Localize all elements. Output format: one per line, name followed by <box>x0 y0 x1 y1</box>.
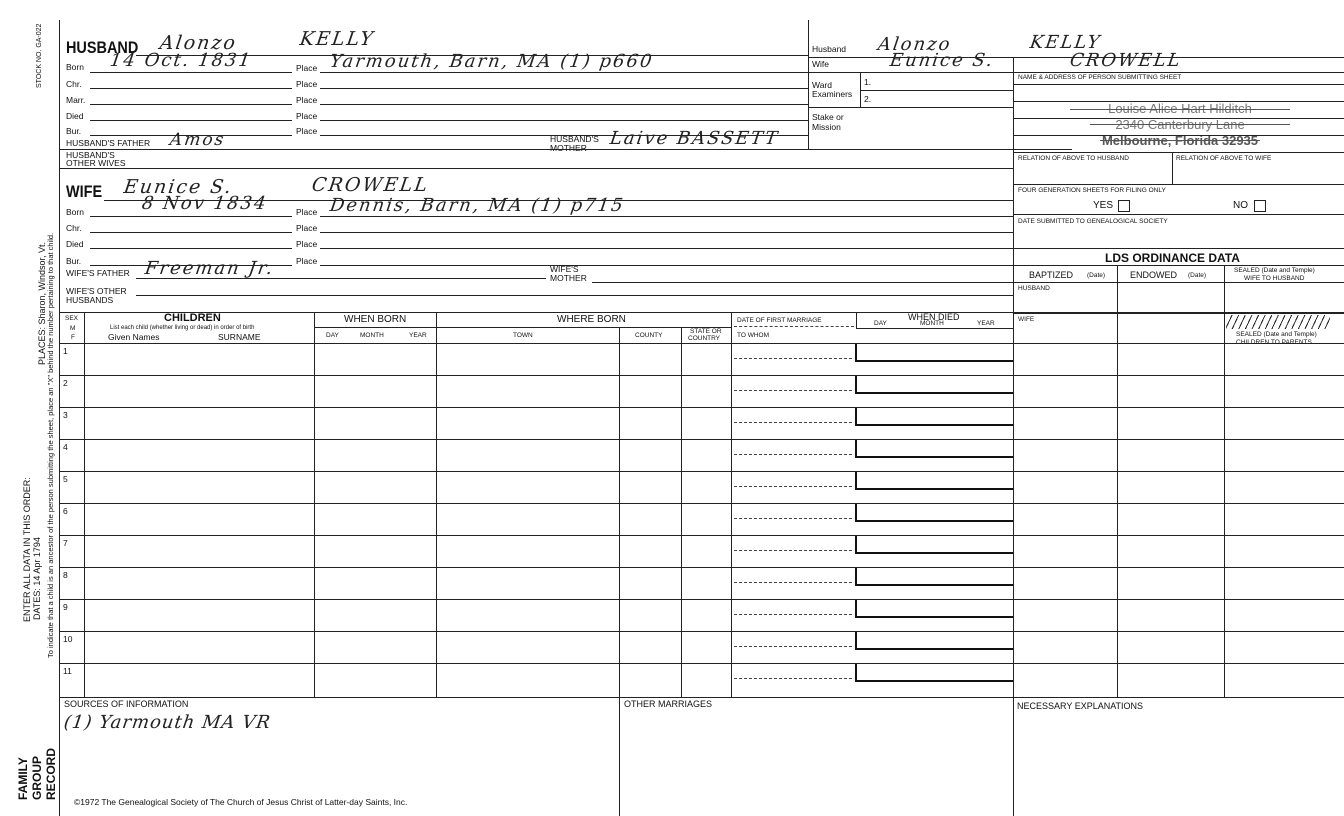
ward-label: Ward <box>812 80 832 90</box>
ward-husband-given[interactable]: Alonzo <box>876 34 953 55</box>
husband-mother[interactable]: Laive BASSETT <box>608 128 781 149</box>
marriage-dash <box>734 486 852 487</box>
ward-wife-given[interactable]: Eunice S. <box>888 50 996 71</box>
lds-baptized-date: (Date) <box>1087 272 1106 279</box>
died-bracket <box>855 664 857 680</box>
born-year-label: YEAR <box>409 332 427 339</box>
where-born-label: WHERE BORN <box>557 314 626 325</box>
rule <box>60 312 1344 313</box>
enter-order-note: ENTER ALL DATA IN THIS ORDER: <box>22 477 32 622</box>
date-submitted-label: DATE SUBMITTED TO GENEALOGICAL SOCIETY <box>1018 218 1168 225</box>
husband-father-label: HUSBAND'S FATHER <box>66 138 151 148</box>
children-title: CHILDREN <box>164 312 221 324</box>
child-row-number: 1 <box>63 346 68 356</box>
marriage-dash <box>734 454 852 455</box>
dates-example: DATES: 14 Apr 1794 <box>32 537 42 620</box>
rule <box>1013 214 1344 215</box>
husband-born-place[interactable]: Yarmouth, Barn, MA (1) p660 <box>328 51 655 72</box>
wife-born-place-label: Place <box>296 207 318 217</box>
wife-mother-label-1: WIFE'S <box>550 264 579 274</box>
husband-born-place-label: Place <box>296 63 318 73</box>
lds-baptized: BAPTIZED <box>1029 270 1074 280</box>
rule <box>860 90 1013 91</box>
died-line <box>855 552 1013 554</box>
child-row-number: 2 <box>63 378 68 388</box>
husband-marr-label: Marr. <box>66 95 86 105</box>
rule <box>1013 84 1344 85</box>
state-label-2: COUNTRY <box>688 335 721 342</box>
rule <box>1013 184 1344 185</box>
died-line <box>855 680 1013 682</box>
rule <box>90 248 292 249</box>
rule <box>320 104 808 105</box>
died-bracket <box>855 536 857 552</box>
died-bracket <box>855 376 857 392</box>
marriage-dash <box>734 582 852 583</box>
strike <box>1090 124 1290 125</box>
strike <box>1100 140 1260 141</box>
rule <box>856 312 857 328</box>
died-bracket <box>855 472 857 488</box>
yes-checkbox[interactable] <box>1118 200 1130 212</box>
ancestor-instruction: To indicate that a child is an ancestor of the person submitting the sheet, place an "X" behind the number pertaining to that child. <box>46 232 55 658</box>
died-line <box>855 360 1013 362</box>
wife-born-label: Born <box>66 207 84 217</box>
when-born-label: WHEN BORN <box>344 314 407 325</box>
rule <box>1013 135 1344 136</box>
lds-sealed-children-2: CHILDREN TO PARENTS <box>1236 339 1312 346</box>
ward-husband-surname[interactable]: KELLY <box>1028 32 1103 53</box>
lds-husband-label: HUSBAND <box>1018 285 1050 292</box>
wife-mother-label-2: MOTHER <box>550 273 587 283</box>
rule <box>90 120 292 121</box>
rule <box>808 107 1013 108</box>
children-instruction: List each child (whether living or dead) in order of birth <box>110 325 255 331</box>
child-row[interactable] <box>85 536 1013 566</box>
wife-bur-place-label: Place <box>296 256 318 266</box>
husband-other-wives-1: HUSBAND'S <box>66 150 115 160</box>
wife-died-label: Died <box>66 239 84 249</box>
lds-sealed-1: SEALED (Date and Temple) <box>1234 267 1315 274</box>
died-bracket <box>855 344 857 360</box>
submitter-name: Louise Alice Hart Hilditch <box>1108 101 1252 116</box>
wife-born-place[interactable]: Dennis, Barn, MA (1) p715 <box>328 195 627 216</box>
died-bracket <box>855 440 857 456</box>
rule <box>320 248 1013 249</box>
husband-born-date[interactable]: 14 Oct. 1831 <box>108 50 254 71</box>
child-row[interactable] <box>85 472 1013 502</box>
source-entry[interactable]: (1) Yarmouth MA VR <box>62 712 273 733</box>
husband-mother-label-2: MOTHER <box>550 143 587 153</box>
marriage-dash <box>734 646 852 647</box>
rule <box>320 72 808 73</box>
rule <box>1013 282 1344 283</box>
child-row-number: 10 <box>63 634 73 644</box>
rule <box>60 697 1344 698</box>
child-row[interactable] <box>85 600 1013 630</box>
submitter-label: NAME & ADDRESS OF PERSON SUBMITTING SHEET <box>1018 74 1182 81</box>
necessary-explanations-label: NECESSARY EXPLANATIONS <box>1017 701 1144 711</box>
submitter-city: Melbourne, Florida 32935 <box>1101 133 1259 148</box>
four-gen-label: FOUR GENERATION SHEETS FOR FILING ONLY <box>1018 187 1166 194</box>
child-row-number: 6 <box>63 506 68 516</box>
husband-chr-label: Chr. <box>66 79 82 89</box>
stake-label: Stake or <box>812 112 844 122</box>
died-month-label: MONTH <box>920 320 944 327</box>
husband-chr-place-label: Place <box>296 79 318 89</box>
died-line <box>855 424 1013 426</box>
died-bracket <box>855 568 857 584</box>
examiner-1: 1. <box>864 77 872 87</box>
to-whom-label: TO WHOM <box>737 332 770 339</box>
rule <box>808 72 1344 73</box>
lds-sealed-2: WIFE TO HUSBAND <box>1244 275 1305 282</box>
rule <box>1013 152 1344 153</box>
strike <box>1070 109 1290 110</box>
died-line <box>855 584 1013 586</box>
rule <box>320 265 1013 266</box>
sources-label: SOURCES OF INFORMATION <box>64 699 189 709</box>
rule <box>856 328 1013 329</box>
wife-given-name[interactable]: Eunice S. <box>122 176 235 198</box>
rule <box>808 20 809 149</box>
marriage-dash <box>734 678 852 679</box>
husband-surname[interactable]: KELLY <box>298 28 377 50</box>
ward-husband-label: Husband <box>812 44 847 54</box>
rule <box>90 88 292 89</box>
husband-bur-place-label: Place <box>296 126 318 136</box>
child-row[interactable] <box>85 344 1013 374</box>
county-label: COUNTY <box>635 332 663 339</box>
died-day-label: DAY <box>874 320 887 327</box>
marriage-dash <box>734 422 852 423</box>
child-row-number: 7 <box>63 538 68 548</box>
lds-wife-label: WIFE <box>1018 316 1035 323</box>
child-row-number: 4 <box>63 442 68 452</box>
rule <box>1224 265 1225 697</box>
sex-f: F <box>71 334 75 341</box>
mission-label: Mission <box>812 122 841 132</box>
form-title-record: RECORD <box>44 747 58 800</box>
wife-born-date[interactable]: 8 Nov 1834 <box>140 193 269 214</box>
ward-wife-label: Wife <box>812 59 829 69</box>
died-bracket <box>855 632 857 648</box>
rule <box>320 232 1013 233</box>
wife-father-label: WIFE'S FATHER <box>66 268 130 278</box>
rule <box>90 216 292 217</box>
given-names-label: Given Names <box>108 332 160 342</box>
sex-m: M <box>70 325 76 332</box>
died-line <box>855 392 1013 394</box>
stock-number: STOCK NO. GA-022 <box>36 23 43 88</box>
husband-marr-place-label: Place <box>296 95 318 105</box>
rule <box>1013 101 1344 102</box>
rule <box>1013 248 1344 249</box>
rule <box>60 149 1072 150</box>
husband-other-wives-2: OTHER WIVES <box>66 158 126 168</box>
relation-husband-label: RELATION OF ABOVE TO HUSBAND <box>1018 155 1129 162</box>
copyright: ©1972 The Genealogical Society of The Church of Jesus Christ of Latter-day Saints, Inc. <box>74 797 408 807</box>
husband-died-label: Died <box>66 111 84 121</box>
child-row-number: 3 <box>63 410 68 420</box>
town-label: TOWN <box>513 332 533 339</box>
husband-father[interactable]: Amos <box>168 130 227 150</box>
examiner-2: 2. <box>864 94 872 104</box>
lds-hatched-area <box>1226 315 1330 329</box>
husband-born-label: Born <box>66 62 84 72</box>
wife-surname[interactable]: CROWELL <box>310 174 431 196</box>
died-line <box>855 520 1013 522</box>
no-checkbox[interactable] <box>1254 200 1266 212</box>
child-row-number: 5 <box>63 474 68 484</box>
ward-wife-surname[interactable]: CROWELL <box>1068 50 1184 71</box>
sex-label: SEX <box>65 315 79 322</box>
died-bracket <box>855 600 857 616</box>
form-title-group: GROUP <box>30 755 44 800</box>
rule <box>90 72 292 73</box>
wife-other-husbands-1: WIFE'S OTHER <box>66 286 127 296</box>
child-row-number: 11 <box>63 666 72 676</box>
yes-label: YES <box>1093 200 1114 211</box>
lds-sealed-children-1: SEALED (Date and Temple) <box>1236 331 1317 338</box>
child-row[interactable] <box>85 408 1013 438</box>
rule <box>136 278 546 279</box>
child-row[interactable] <box>85 376 1013 406</box>
marriage-dash <box>734 518 852 519</box>
marriage-dash <box>734 358 852 359</box>
child-row-number: 9 <box>63 602 68 612</box>
died-bracket <box>855 408 857 424</box>
no-label: NO <box>1233 200 1248 211</box>
wife-died-place-label: Place <box>296 239 318 249</box>
rule <box>619 697 620 816</box>
rule <box>320 216 1013 217</box>
child-row[interactable] <box>85 504 1013 534</box>
rule <box>1013 57 1014 816</box>
died-line <box>855 648 1013 650</box>
marriage-dash <box>734 390 852 391</box>
submitter-street: 2340 Canterbury Lane <box>1115 117 1245 132</box>
rule <box>1117 265 1118 697</box>
rule <box>1013 313 1344 314</box>
died-bracket <box>855 504 857 520</box>
rule <box>60 168 1013 169</box>
husband-mother-label-1: HUSBAND'S <box>550 134 599 144</box>
marriage-dash <box>734 550 852 551</box>
husband-bur-label: Bur. <box>66 126 82 136</box>
lds-endowed-date: (Date) <box>1188 272 1207 279</box>
died-line <box>855 488 1013 490</box>
marriage-dash <box>734 614 852 615</box>
child-row[interactable] <box>85 664 1013 694</box>
died-line <box>855 456 1013 458</box>
born-month-label: MONTH <box>360 332 384 339</box>
wife-father[interactable]: Freeman Jr. <box>143 258 276 279</box>
died-line <box>855 616 1013 618</box>
wife-bur-label: Bur. <box>66 256 82 266</box>
wife-heading: WIFE <box>66 182 103 201</box>
rule <box>1013 265 1344 266</box>
state-label-1: STATE OR <box>690 328 722 335</box>
lds-endowed: ENDOWED <box>1130 270 1177 280</box>
husband-heading: HUSBAND <box>66 38 139 57</box>
child-row[interactable] <box>85 632 1013 662</box>
examiners-label: Examiners <box>812 89 853 99</box>
child-row[interactable] <box>85 440 1013 470</box>
form-title-family: FAMILY <box>16 757 30 800</box>
husband-died-place-label: Place <box>296 111 318 121</box>
wife-other-husbands-2: HUSBANDS <box>66 295 114 305</box>
child-row-number: 8 <box>63 570 68 580</box>
first-marriage-label: DATE OF FIRST MARRIAGE <box>737 317 822 324</box>
rule <box>320 88 808 89</box>
rule <box>592 282 1013 283</box>
lds-title: LDS ORDINANCE DATA <box>1105 251 1240 265</box>
surname-label: SURNAME <box>218 332 261 342</box>
rule <box>314 327 436 328</box>
other-marriages-label: OTHER MARRIAGES <box>624 699 713 709</box>
husband-given-name[interactable]: Alonzo <box>158 32 239 54</box>
died-year-label: YEAR <box>977 320 995 327</box>
dash <box>734 326 854 327</box>
rule <box>136 295 1013 296</box>
rule <box>436 327 731 328</box>
born-day-label: DAY <box>326 332 339 339</box>
wife-chr-place-label: Place <box>296 223 318 233</box>
rule <box>90 232 292 233</box>
when-died-label: WHEN DIED <box>908 312 960 322</box>
rule <box>320 120 808 121</box>
child-row[interactable] <box>85 568 1013 598</box>
rule <box>90 104 292 105</box>
relation-wife-label: RELATION OF ABOVE TO WIFE <box>1176 155 1272 162</box>
places-example: PLACES: Sharon, Windsor, Vt. <box>37 241 47 365</box>
rule <box>1013 118 1344 119</box>
rule <box>1172 152 1173 184</box>
wife-chr-label: Chr. <box>66 223 82 233</box>
